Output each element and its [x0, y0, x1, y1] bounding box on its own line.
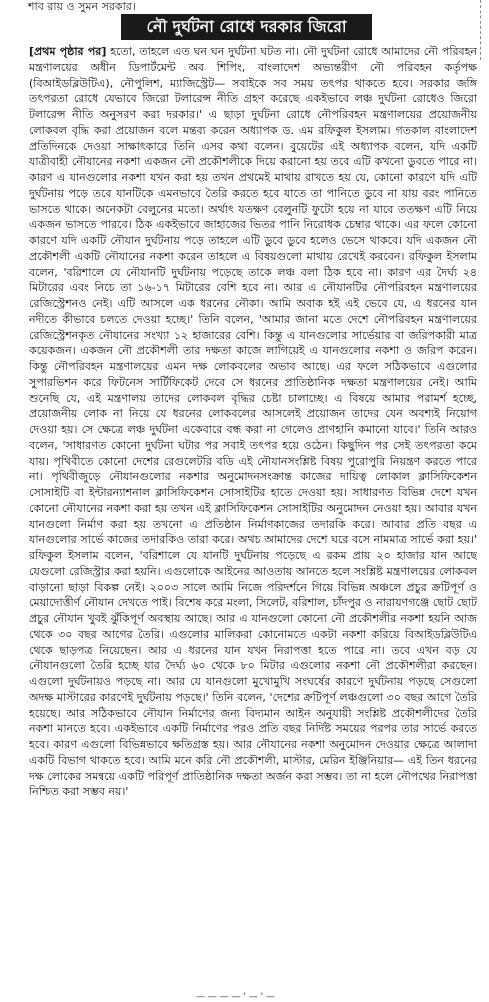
headline-banner: [121, 14, 372, 40]
article-paragraph: [29, 44, 477, 800]
next-article-fragment: — — — — ' — ' —: [196, 992, 275, 1002]
column-divider: [480, 0, 481, 60]
previous-article-byline: শাব রায় ও সুমন সরকার।: [28, 0, 136, 13]
headline: নৌ দুর্ঘটনা রোধে দরকার জিরো: [146, 16, 347, 36]
continuation-label: [প্রথম পৃষ্ঠার পর]: [29, 45, 107, 58]
article-body: [29, 44, 477, 996]
article-text: হতো, তাহলে এত ঘন ঘন দুর্ঘটনা ঘটত না। নৌ দুর্ঘটনা রোধে আমাদের নৌ পরিবহন মন্ত্রণালয়ের অধীন ডিপার্টমেন্ট অব শিপিং, বাংলাদেশ অভ্যন্তরীণ নৌ পরিবহন কর্তৃপক্ষ (বিআইডব্লিউটিএ), নৌপুলিশ, ম্যাজিস্ট্রেট— সবাইকে সব সময় তৎপর থাকতে হবে। সরকার জঙ্গি তৎপরতা রোধে যেভাবে জিরো টলারেন্স নীতি গ্রহণ করেছে একইভাবে লঞ্চ দুর্ঘটনা রোধেও জিরো টলারেন্স নীতি অনুসরণ করা দরকার।' এ ছাড়া দুর্ঘটনা রোধে নৌপরিবহন মন্ত্রণালয়ের প্রয়োজনীয় লোকবল বৃদ্ধি করা প্রয়োজন বলে মন্তব্য করেন অধ্যাপক ড. এম রফিকুল ইসলাম। গতকাল বাংলাদেশ প্রতিদিনকে দেওয়া সাক্ষাৎকারে তিনি এসব কথা বলেন। বুয়েটের এই অধ্যাপক বলেন, যদি একটি যাত্রীবাহী নৌযানের নকশা একজন নৌ প্রকৌশলীকে দিয়ে করানো হয় তবে এটি কখনো ডুবতে পারে না। কারণ এ যানগুলোর নকশা যখন করা হয় তখন প্রথমেই মাথায় রাখতে হয় যে, কোনো কারণে যদি এটি দুর্ঘটনায় পড়ে তবে যানটিকে এমনভাবে তৈরি করতে হবে যাতে তা পানিতে ডুবে না যায় বরং পানিতে ভাসতে থাকে। অনেকটা বেলুনের মতো। অর্থাৎ যতক্ষণ বেলুনটি ফুটো হয়ে না যাবে ততক্ষণ এটি নিয়ে একজন ভাসতে পারবে। ঠিক একইভাবে জাহাজের ভিতর পানি নিরোধক চেম্বার থাকে। এর ফলে কোনো কারণে যদি একটি নৌযান দুর্ঘটনায় পড়ে তাহলে এটি ডুবে ডুবে হলেও ভেসে থাকবে। যদি একজন নৌ প্রকৌশলী একটি নৌযানের নকশা করেন তাহলে এ বিষয়গুলো মাথায় রেখেই করবেন। রফিকুল ইসলাম বলেন, 'বরিশালে যে নৌযানটি দুর্ঘটনায় পড়েছে তাকে লঞ্চ বলা ঠিক হবে না। কারণ এর দৈর্ঘ্য ২৪ মিটারের এবং নিচে তা ১৬-১৭ মিটারের বেশি হবে না। আর এ নৌযানটির নৌপরিবহন মন্ত্রণালয়ের রেজিস্ট্রেশনও নেই। এটি আসলে এক ধরনের নৌকা। আমি অবাক হই এই ভেবে যে, এ ধরনের যান নদীতে কীভাবে চলতে দেওয়া হচ্ছে।' তিনি বলেন, 'আমার জানা মতে দেশে নৌপরিবহন মন্ত্রণালয়ের রেজিস্ট্রেশনকৃত নৌযানের সংখ্যা ১২ হাজারের বেশি। কিন্তু এ যানগুলোর সার্ভেয়ার বা জরিপকারী মাত্র কয়েকজন। একজন নৌ প্রকৌশলী তার দক্ষতা কাজে লাগিয়েই এ যানগুলোর নকশা ও জরিপ করেন। কিন্তু নৌপরিবহন মন্ত্রণালয়ের এমন দক্ষ লোকবলের অভাব আছে। এর ফলে সঠিকভাবে এগুলোর সুপারভিশন করে ফিটনেস সার্টিফিকেট দেবে সে ধরনের প্রাতিষ্ঠানিক দক্ষতা মন্ত্রণালয়ের নেই। আমি শুনেছি যে, এই মন্ত্রণালয় তাদের লোকবল বৃদ্ধির চেষ্টা চালাচ্ছে। এ বিষয়ে আমার পরামর্শ হচ্ছে, প্রয়োজনীয় লোক না নিয়ে যে ধরনের লোকবলের আসলেই প্রয়োজন তাদের যেন অবশ্যই নিয়োগ দেওয়া হয়। সে ক্ষেত্রে লঞ্চ দুর্ঘটনা একেবারে বন্ধ করা না গেলেও প্রাণহানি কমানো যাবে।' তিনি আরও বলেন, 'সাধারণত কোনো দুর্ঘটনা ঘটার পর সবাই তৎপর হয়ে ওঠেন। কিছুদিন পর সেই তৎপরতা কমে যায়। পৃথিবীতে কোনো দেশের রেগুলেটরি বডি এই নৌযানসংশ্লিষ্ট বিষয় পুরোপুরি নিয়ন্ত্রণ করতে পারে না। পৃথিবীজুড়ে নৌযানগুলোর নকশার অনুমোদনসংক্রান্ত কাজের দায়িত্ব লোকাল ক্লাসিফিকেশন সোসাইটি বা ইন্টারন্যাশনাল ক্লাসিফিকেশন সোসাইটির হাতে দেওয়া হয়। সাধারণত বিভিন্ন দেশে যখন কোনো নৌযানের নকশা করা হয় তখন এই ক্লাসিফিকেশন সোসাইটির অনুমোদন নেওয়া হয়। আবার যখন যানগুলো নির্মাণ করা হয় তখনো এ প্রতিষ্ঠান নির্মাণকাজের তদারকি করে। আবার প্রতি বছর এ যানগুলোর সার্ভে কাজের তদারকিও তারা করে। অথচ আমাদের দেশে ঘরে বসে নামমাত্র সার্ভে করা হয়।' রফিকুল ইসলাম বলেন, 'বরিশালে যে যানটি দুর্ঘটনায় পড়েছে এ রকম প্রায় ২০ হাজার যান আছে যেগুলো রেজিস্ট্রার করা হয়নি। এগুলোকে আইনের আওতায় আনতে হলে সংশ্লিষ্ট মন্ত্রণালয়ের লোকবল বাড়ানো ছাড়া বিকল্প নেই। ২০০৩ সালে আমি নিজে পরিদর্শনে গিয়ে বিভিন্ন অঞ্চলে প্রচুর ক্রটিপূর্ণ ও মেয়াদোত্তীর্ণ নৌযান দেখতে পাই। বিশেষ করে মংলা, সিলেট, বরিশাল, চাঁদপুর ও নারায়ণগঞ্জে ছোট ছোট প্রচুর নৌযান খুবই ঝুঁকিপূর্ণ অবস্থায় আছে। আর এ যানগুলো কোনো নৌ প্রকৌশলীর নকশা হয়নি আজ থেকে ৩০ বছর আগের তৈরি। এগুলোর মালিকরা কোনোমতে একটা নকশা করিয়ে বিআইডব্লিউটিএ থেকে ছাড়পত্র নিয়েছেন। আর এ ধরনের যান যখন নিরাপত্তা হতে পারে না। তবে এখন বড় যে নৌযানগুলো তৈরি হচ্ছে যার দৈর্ঘ্য ৬০ থেকে ৮০ মিটার এগুলোর নকশা নৌ প্রকৌশলীরা করছেন। এগুলো দুর্ঘটনায়ও পড়ছে না। আর যে যানগুলো মুখোমুখি সংঘর্ষের কারণে দুর্ঘটনায় পড়ছে সেগুলো অদক্ষ মাস্টারের কারণেই দুর্ঘটনায় পড়ছে।' তিনি বলেন, 'দেশের ক্রটিপূর্ণ লঞ্চগুলো ৩০ বছর আগে তৈরি হয়েছে। আর সঠিকভাবে নৌযান নির্মাণের জন্য বিদ্যমান আইন অনুযায়ী সংশ্লিষ্ট প্রকৌশলীদের তৈরি নকশা মানতে হবে। একইভাবে একটি নির্মাণের পরও প্রতি বছর নির্দিষ্ট সময়ের পরপর তার সার্ভে করতে হবে। কারণ এগুলো বিভিন্নভাবে ক্ষতিগ্রস্ত হয়। আর নৌযানের নকশা অনুমোদন দেওয়ার ক্ষেত্রে আলাদা একটি বিভাগ থাকতে হবে। আমি মনে করি নৌ প্রকৌশলী, মাস্টার, মেরিন ইঞ্জিনিয়ার— এই তিন ধরনের দক্ষ লোকের সমন্বয়ে একটি পরিপূর্ণ প্রাতিষ্ঠানিক দক্ষতা অর্জন করা সম্ভব। তা না হলে নৌপথের নিরাপত্তা নিশ্চিত করা সম্ভব নয়।': [29, 45, 477, 799]
